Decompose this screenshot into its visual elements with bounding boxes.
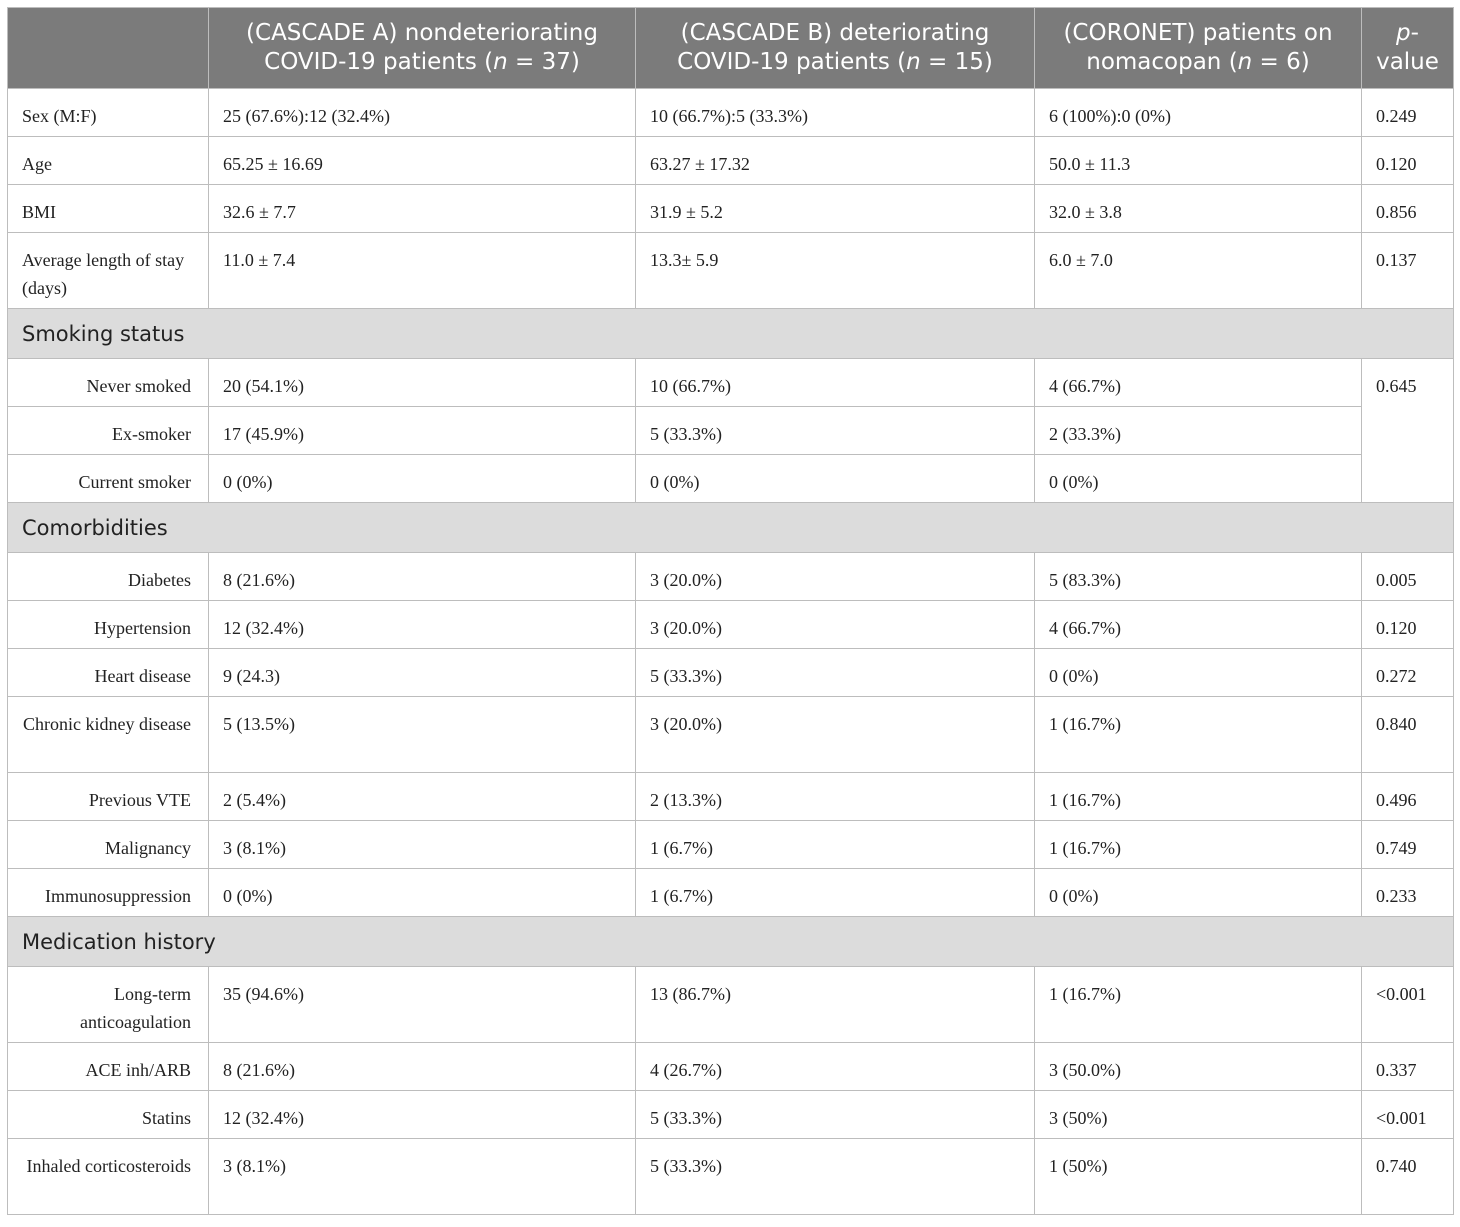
cell-cascade-a: 32.6 ± 7.7 — [209, 185, 636, 233]
row-label: Malignancy — [8, 821, 209, 869]
cell-coronet: 6 (100%):0 (0%) — [1035, 89, 1362, 137]
row-label: Inhaled corticosteroids — [8, 1139, 209, 1215]
cell-cascade-a: 0 (0%) — [209, 869, 636, 917]
cell-coronet: 1 (16.7%) — [1035, 821, 1362, 869]
cell-coronet: 0 (0%) — [1035, 455, 1362, 503]
cell-coronet: 0 (0%) — [1035, 869, 1362, 917]
cell-coronet: 1 (16.7%) — [1035, 967, 1362, 1043]
cell-coronet: 1 (16.7%) — [1035, 697, 1362, 773]
cell-p-value: 0.005 — [1362, 553, 1454, 601]
patient-characteristics-table — [7, 7, 1454, 1215]
cell-coronet: 0 (0%) — [1035, 649, 1362, 697]
cell-cascade-b: 10 (66.7%) — [636, 359, 1035, 407]
cell-coronet: 4 (66.7%) — [1035, 601, 1362, 649]
header-cascade-b: (CASCADE B) deteriorating COVID-19 patients (n = 15) — [636, 8, 1035, 89]
cell-p-value: <0.001 — [1362, 967, 1454, 1043]
row-label: ACE inh/ARB — [8, 1043, 209, 1091]
cell-p-value: <0.001 — [1362, 1091, 1454, 1139]
section-title: Medication history — [8, 917, 1454, 967]
cell-coronet: 1 (50%) — [1035, 1139, 1362, 1215]
table-row — [8, 553, 1454, 601]
table-row — [8, 89, 1454, 137]
cell-cascade-b: 5 (33.3%) — [636, 1091, 1035, 1139]
cell-cascade-b: 5 (33.3%) — [636, 407, 1035, 455]
header-cascade-a: (CASCADE A) nondeteriorating COVID-19 patients (n = 37) — [209, 8, 636, 89]
cell-cascade-a: 12 (32.4%) — [209, 601, 636, 649]
cell-p-value: 0.740 — [1362, 1139, 1454, 1215]
cell-cascade-a: 3 (8.1%) — [209, 1139, 636, 1215]
cell-p-value: 0.120 — [1362, 137, 1454, 185]
table-row — [8, 649, 1454, 697]
table-row — [8, 407, 1454, 455]
cell-cascade-b: 31.9 ± 5.2 — [636, 185, 1035, 233]
header-row — [8, 8, 1454, 89]
cell-cascade-b: 2 (13.3%) — [636, 773, 1035, 821]
cell-coronet: 3 (50%) — [1035, 1091, 1362, 1139]
row-label: Hypertension — [8, 601, 209, 649]
table-row — [8, 697, 1454, 773]
cell-cascade-a: 9 (24.3) — [209, 649, 636, 697]
table-row — [8, 455, 1454, 503]
cell-p-value: 0.233 — [1362, 869, 1454, 917]
row-label: Diabetes — [8, 553, 209, 601]
cell-coronet: 2 (33.3%) — [1035, 407, 1362, 455]
cell-cascade-a: 3 (8.1%) — [209, 821, 636, 869]
row-label: Long-term anticoagulation — [8, 967, 209, 1043]
cell-cascade-a: 20 (54.1%) — [209, 359, 636, 407]
cell-cascade-b: 10 (66.7%):5 (33.3%) — [636, 89, 1035, 137]
table-row — [8, 233, 1454, 309]
table-row — [8, 773, 1454, 821]
table-row — [8, 1043, 1454, 1091]
row-label: Average length of stay (days) — [8, 233, 209, 309]
table-row — [8, 967, 1454, 1043]
cell-cascade-a: 17 (45.9%) — [209, 407, 636, 455]
header-p-value: p-value — [1362, 8, 1454, 89]
cell-coronet: 5 (83.3%) — [1035, 553, 1362, 601]
header-empty — [8, 8, 209, 89]
table-row — [8, 821, 1454, 869]
cell-p-value: 0.272 — [1362, 649, 1454, 697]
row-label: Never smoked — [8, 359, 209, 407]
cell-cascade-a: 2 (5.4%) — [209, 773, 636, 821]
cell-cascade-a: 25 (67.6%):12 (32.4%) — [209, 89, 636, 137]
cell-cascade-b: 13 (86.7%) — [636, 967, 1035, 1043]
row-label: BMI — [8, 185, 209, 233]
cell-p-value: 0.749 — [1362, 821, 1454, 869]
cell-cascade-a: 5 (13.5%) — [209, 697, 636, 773]
cell-cascade-a: 12 (32.4%) — [209, 1091, 636, 1139]
cell-p-value: 0.137 — [1362, 233, 1454, 309]
row-label: Previous VTE — [8, 773, 209, 821]
table-row — [8, 185, 1454, 233]
cell-cascade-a: 8 (21.6%) — [209, 1043, 636, 1091]
table-row — [8, 1139, 1454, 1215]
row-label: Current smoker — [8, 455, 209, 503]
cell-cascade-b: 63.27 ± 17.32 — [636, 137, 1035, 185]
table-row — [8, 359, 1454, 407]
section-title: Smoking status — [8, 309, 1454, 359]
table-row — [8, 869, 1454, 917]
cell-coronet: 32.0 ± 3.8 — [1035, 185, 1362, 233]
cell-cascade-b: 5 (33.3%) — [636, 649, 1035, 697]
cell-cascade-a: 35 (94.6%) — [209, 967, 636, 1043]
cell-p-value: 0.496 — [1362, 773, 1454, 821]
row-label: Statins — [8, 1091, 209, 1139]
table-row — [8, 1091, 1454, 1139]
cell-p-value: 0.120 — [1362, 601, 1454, 649]
cell-cascade-b: 3 (20.0%) — [636, 697, 1035, 773]
row-label: Age — [8, 137, 209, 185]
row-label: Chronic kidney disease — [8, 697, 209, 773]
header-coronet: (CORONET) patients on nomacopan (n = 6) — [1035, 8, 1362, 89]
cell-cascade-b: 13.3± 5.9 — [636, 233, 1035, 309]
cell-p-value: 0.645 — [1362, 359, 1454, 503]
table-row — [8, 137, 1454, 185]
cell-cascade-a: 65.25 ± 16.69 — [209, 137, 636, 185]
cell-coronet: 1 (16.7%) — [1035, 773, 1362, 821]
cell-p-value: 0.249 — [1362, 89, 1454, 137]
section-row-comorbidities — [8, 503, 1454, 553]
cell-p-value: 0.337 — [1362, 1043, 1454, 1091]
row-label: Heart disease — [8, 649, 209, 697]
section-row-medication — [8, 917, 1454, 967]
cell-p-value: 0.856 — [1362, 185, 1454, 233]
cell-coronet: 50.0 ± 11.3 — [1035, 137, 1362, 185]
cell-coronet: 3 (50.0%) — [1035, 1043, 1362, 1091]
cell-cascade-b: 4 (26.7%) — [636, 1043, 1035, 1091]
row-label: Immunosuppression — [8, 869, 209, 917]
row-label: Sex (M:F) — [8, 89, 209, 137]
section-title: Comorbidities — [8, 503, 1454, 553]
cell-cascade-a: 0 (0%) — [209, 455, 636, 503]
cell-cascade-b: 1 (6.7%) — [636, 869, 1035, 917]
cell-coronet: 4 (66.7%) — [1035, 359, 1362, 407]
cell-cascade-b: 3 (20.0%) — [636, 601, 1035, 649]
cell-cascade-a: 8 (21.6%) — [209, 553, 636, 601]
cell-cascade-b: 5 (33.3%) — [636, 1139, 1035, 1215]
cell-cascade-b: 3 (20.0%) — [636, 553, 1035, 601]
table-row — [8, 601, 1454, 649]
row-label: Ex-smoker — [8, 407, 209, 455]
cell-cascade-a: 11.0 ± 7.4 — [209, 233, 636, 309]
cell-p-value: 0.840 — [1362, 697, 1454, 773]
section-row-smoking — [8, 309, 1454, 359]
cell-cascade-b: 1 (6.7%) — [636, 821, 1035, 869]
cell-cascade-b: 0 (0%) — [636, 455, 1035, 503]
cell-coronet: 6.0 ± 7.0 — [1035, 233, 1362, 309]
